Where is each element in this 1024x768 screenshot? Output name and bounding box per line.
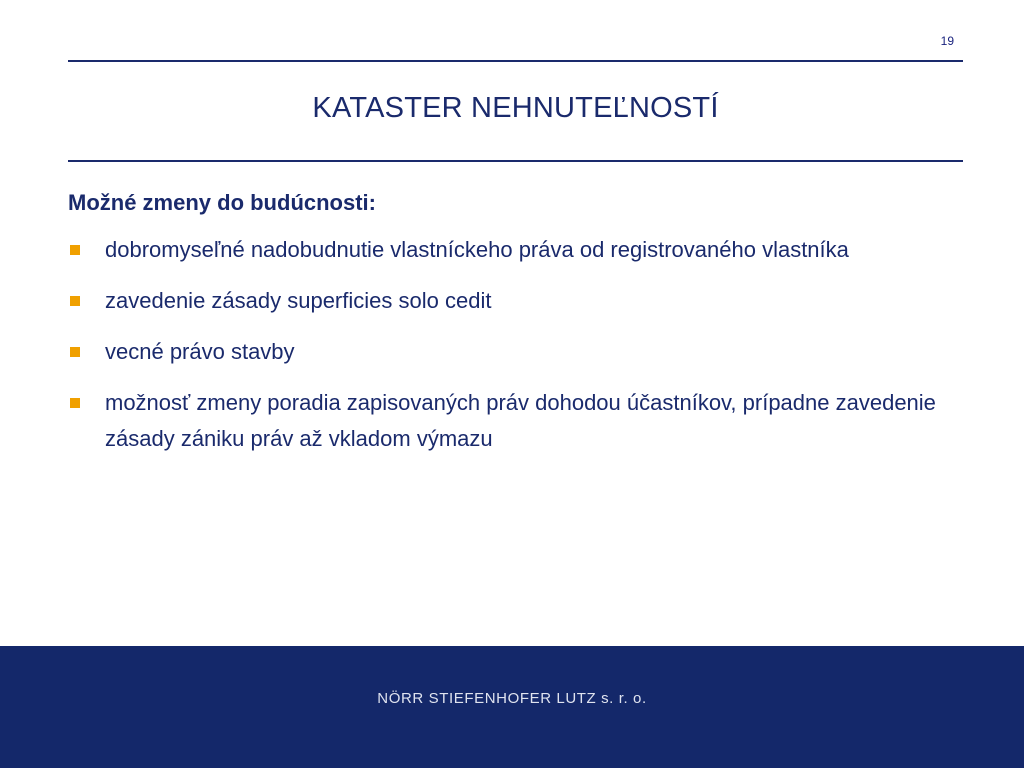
orange-square-bullet-icon: [70, 398, 80, 408]
footer-bar: [0, 646, 1024, 768]
page-number: 19: [940, 34, 954, 48]
slide-title: KATASTER NEHNUTEĽNOSTÍ: [312, 92, 719, 124]
orange-square-bullet-icon: [70, 347, 80, 357]
bullet-item: [68, 334, 968, 370]
bullet-text: možnosť zmeny poradia zapisovaných práv dohodou účastníkov, prípadne zavedenie zásady zániku práv až vkladom výmazu: [105, 390, 936, 451]
title-divider: [68, 160, 963, 162]
bullet-item: [68, 283, 968, 319]
bullet-text: dobromyseľné nadobudnutie vlastníckeho práva od registrovaného vlastníka: [105, 237, 849, 262]
orange-square-bullet-icon: [70, 245, 80, 255]
bullet-item: [68, 385, 968, 457]
footer-company-name: NÖRR STIEFENHOFER LUTZ s. r. o.: [377, 690, 647, 707]
bullet-list: [68, 232, 968, 457]
top-divider: [68, 60, 963, 62]
slide-content: [68, 190, 968, 472]
bullet-item: [68, 232, 968, 268]
orange-square-bullet-icon: [70, 296, 80, 306]
slide-subtitle: Možné zmeny do budúcnosti:: [68, 190, 376, 215]
bullet-text: zavedenie zásady superficies solo cedit: [105, 288, 492, 313]
bullet-text: vecné právo stavby: [105, 339, 295, 364]
